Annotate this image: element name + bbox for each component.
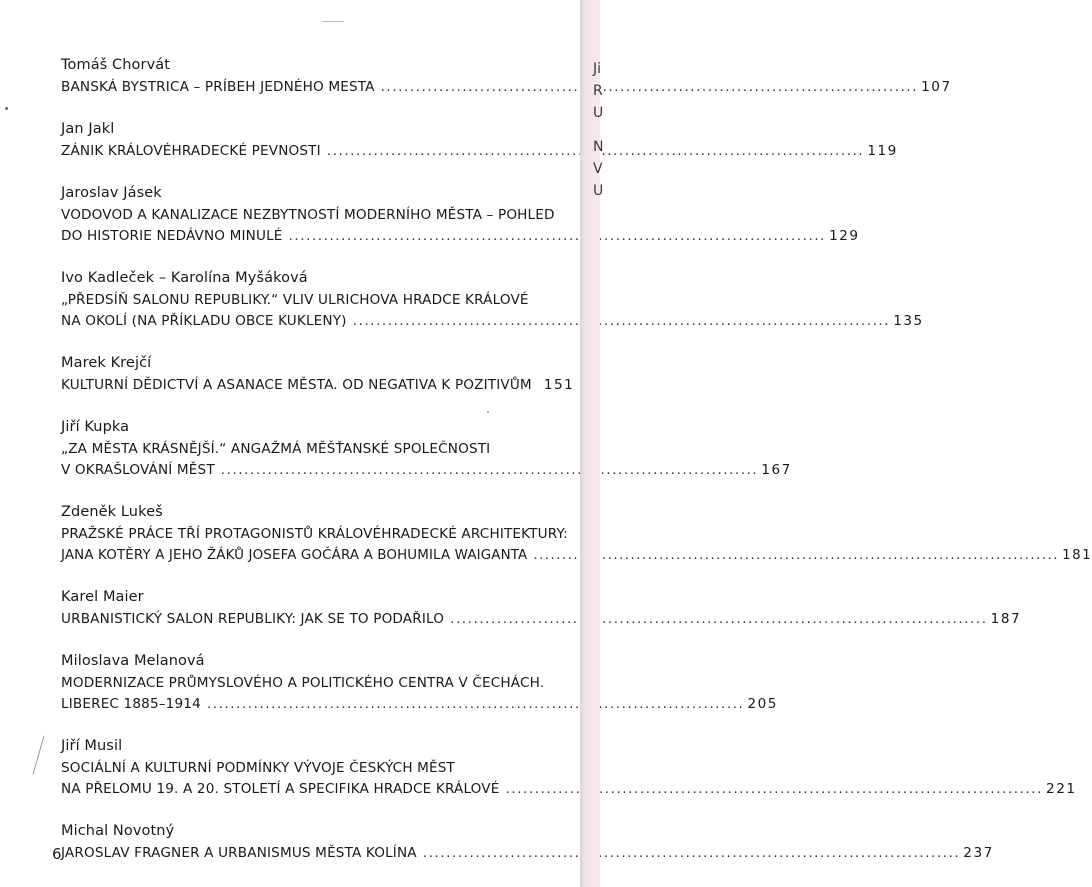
toc-page-number: 167 [761, 462, 792, 478]
edge-letter: U [593, 183, 604, 199]
toc-entry [61, 353, 574, 396]
toc-entry [61, 268, 924, 332]
dot-leader [450, 609, 985, 630]
table-of-contents [61, 55, 1092, 885]
toc-page-number: 221 [1046, 781, 1077, 797]
toc-page-number: 135 [893, 313, 924, 329]
dot-leader [533, 545, 1056, 566]
toc-entry [61, 736, 1077, 800]
toc-author: Jan Jakl [61, 121, 115, 137]
next-page-edge-text [593, 58, 603, 202]
toc-title-text: NA PŘELOMU 19. A 20. STOLETÍ A SPECIFIKA HRADCE KRÁLOVÉ [61, 781, 500, 797]
toc-title-line [61, 545, 1092, 566]
edge-letter: V [593, 161, 603, 177]
toc-title-line: SOCIÁLNÍ A KULTURNÍ PODMÍNKY VÝVOJE ČESKÝCH MĚST [61, 760, 456, 776]
toc-entry [61, 502, 1092, 566]
page-number: 6 [52, 845, 62, 863]
edge-letter: Ji [593, 61, 602, 77]
toc-title-line: MODERNIZACE PRŮMYSLOVÉHO A POLITICKÉHO CENTRA V ČECHÁCH. [61, 675, 545, 691]
toc-author: Jiří Kupka [61, 419, 130, 435]
toc-author: Marek Krejčí [61, 355, 152, 371]
toc-title-text: KULTURNÍ DĚDICTVÍ A ASANACE MĚSTA. OD NEGATIVA K POZITIVŮM [61, 377, 532, 393]
dot-leader [353, 311, 888, 332]
toc-author: Karel Maier [61, 589, 144, 605]
dust-speck [5, 107, 8, 110]
toc-title-line [61, 779, 1077, 800]
toc-author: Zdeněk Lukeš [61, 504, 163, 520]
toc-page-number: 129 [829, 228, 860, 244]
toc-author: Tomáš Chorvát [61, 57, 171, 73]
toc-title-text: ZÁNIK KRÁLOVÉHRADECKÉ PEVNOSTI [61, 143, 321, 159]
toc-author: Ivo Kadleček – Karolína Myšáková [61, 270, 308, 286]
edge-letter: N [593, 139, 604, 155]
toc-title-line [61, 694, 778, 715]
dot-leader [423, 843, 958, 864]
dot-leader [289, 226, 824, 247]
edge-letter: R [593, 83, 603, 99]
dot-leader [381, 77, 916, 98]
toc-title-text: URBANISTICKÝ SALON REPUBLIKY: JAK SE TO PODAŘILO [61, 611, 445, 627]
toc-title-line [61, 141, 898, 162]
toc-entry [61, 587, 1022, 630]
toc-entry [61, 821, 994, 864]
toc-title-text: LIBEREC 1885–1914 [61, 696, 201, 712]
toc-title-line [61, 226, 860, 247]
toc-page-number: 181 [1062, 548, 1092, 563]
toc-title-text: V OKRAŠLOVÁNÍ MĚST [61, 462, 215, 478]
toc-page-number: 119 [867, 143, 898, 159]
toc-title-line: PRAŽSKÉ PRÁCE TŘÍ PROTAGONISTŮ KRÁLOVÉHRADECKÉ ARCHITEKTURY: [61, 526, 568, 542]
toc-title-text: BANSKÁ BYSTRICA – PRÍBEH JEDNÉHO MESTA [61, 79, 375, 95]
toc-title-text: JAROSLAV FRAGNER A URBANISMUS MĚSTA KOLÍNA [61, 845, 417, 861]
toc-title-line: „PŘEDSÍŇ SALONU REPUBLIKY.“ VLIV ULRICHOVA HRADCE KRÁLOVÉ [61, 292, 529, 308]
toc-page-number: 107 [921, 79, 952, 95]
dot-leader [221, 460, 756, 481]
toc-entry [61, 651, 778, 715]
toc-title-line [61, 311, 924, 332]
toc-entry [61, 183, 860, 247]
toc-page-number: 151 [543, 377, 575, 393]
toc-page-number: 187 [990, 611, 1022, 627]
toc-title-line: VODOVOD A KANALIZACE NEZBYTNOSTÍ MODERNÍHO MĚSTA – POHLED [61, 207, 555, 223]
toc-title-line [61, 375, 574, 396]
toc-title-line [61, 843, 994, 864]
toc-entry [61, 417, 792, 481]
toc-title-text: DO HISTORIE NEDÁVNO MINULÉ [61, 228, 283, 244]
toc-title-line [61, 460, 792, 481]
toc-title-line: „ZA MĚSTA KRÁSNĚJŠÍ.“ ANGAŽMÁ MĚŠŤANSKÉ SPOLEČNOSTI [61, 441, 491, 457]
toc-entry [61, 119, 898, 162]
toc-title-line [61, 609, 1022, 630]
toc-title-text: JANA KOTĚRY A JEHO ŽÁKŮ JOSEFA GOČÁRA A BOHUMILA WAIGANTA [61, 548, 528, 563]
toc-author: Michal Novotný [61, 823, 175, 839]
dot-leader [207, 694, 742, 715]
toc-author: Jaroslav Jásek [61, 185, 162, 201]
toc-page-number: 205 [747, 696, 778, 712]
edge-gap [593, 124, 603, 136]
toc-author: Miloslava Melanová [61, 653, 205, 669]
toc-page-number: 237 [963, 845, 994, 861]
toc-author: Jiří Musil [61, 738, 123, 754]
hair-mark [33, 736, 45, 775]
toc-title-text: NA OKOLÍ (NA PŘÍKLADU OBCE KUKLENY) [61, 313, 347, 329]
edge-letter: U [593, 105, 604, 121]
print-smudge [322, 21, 344, 22]
toc-title-line [61, 77, 952, 98]
